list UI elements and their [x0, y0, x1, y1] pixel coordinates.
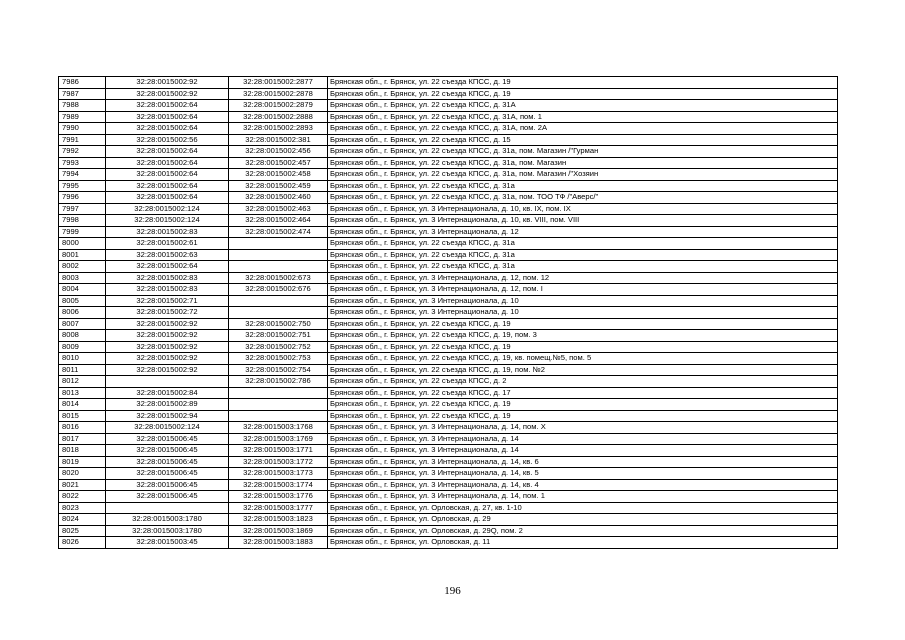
- row-number-cell: 7996: [59, 192, 106, 204]
- cadastral-number-cell: 32:28:0015002:474: [229, 226, 328, 238]
- row-number-cell: 8007: [59, 318, 106, 330]
- table-row: [59, 111, 838, 123]
- parent-cadastral-cell: 32:28:0015002:83: [106, 226, 229, 238]
- address-cell: Брянская обл., г. Брянск, ул. 22 съезда КПСС, д. 19: [328, 88, 838, 100]
- cadastral-number-cell: 32:28:0015002:673: [229, 272, 328, 284]
- address-cell: Брянская обл., г. Брянск, ул. 3 Интернационала, д. 10: [328, 295, 838, 307]
- address-cell: Брянская обл., г. Брянск, ул. 22 съезда КПСС, д. 19: [328, 341, 838, 353]
- parent-cadastral-cell: 32:28:0015002:64: [106, 123, 229, 135]
- cadastral-number-cell: 32:28:0015003:1772: [229, 456, 328, 468]
- table-row: [59, 479, 838, 491]
- address-cell: Брянская обл., г. Брянск, ул. 22 съезда КПСС, д. 19: [328, 410, 838, 422]
- row-number-cell: 8017: [59, 433, 106, 445]
- table-row: [59, 272, 838, 284]
- row-number-cell: 7988: [59, 100, 106, 112]
- address-cell: Брянская обл., г. Брянск, ул. 3 Интернационала, д. 14, кв. 4: [328, 479, 838, 491]
- row-number-cell: 8008: [59, 330, 106, 342]
- parent-cadastral-cell: 32:28:0015002:84: [106, 387, 229, 399]
- parent-cadastral-cell: 32:28:0015006:45: [106, 445, 229, 457]
- address-cell: Брянская обл., г. Брянск, ул. 3 Интернационала, д. 10, кв. VIII, пом. VIII: [328, 215, 838, 227]
- table-row: [59, 307, 838, 319]
- row-number-cell: 7995: [59, 180, 106, 192]
- parent-cadastral-cell: 32:28:0015003:45: [106, 537, 229, 549]
- table-row: [59, 77, 838, 89]
- row-number-cell: 8026: [59, 537, 106, 549]
- parent-cadastral-cell: 32:28:0015003:1780: [106, 514, 229, 526]
- parent-cadastral-cell: 32:28:0015002:124: [106, 203, 229, 215]
- address-cell: Брянская обл., г. Брянск, ул. 22 съезда КПСС, д. 31а: [328, 261, 838, 273]
- address-cell: Брянская обл., г. Брянск, ул. 3 Интернационала, д. 14, пом. 1: [328, 491, 838, 503]
- address-cell: Брянская обл., г. Брянск, ул. 3 Интернационала, д. 14: [328, 433, 838, 445]
- parent-cadastral-cell: 32:28:0015002:63: [106, 249, 229, 261]
- row-number-cell: 8018: [59, 445, 106, 457]
- parent-cadastral-cell: 32:28:0015002:92: [106, 318, 229, 330]
- address-cell: Брянская обл., г. Брянск, ул. 3 Интернационала, д. 14, кв. 6: [328, 456, 838, 468]
- parent-cadastral-cell: 32:28:0015002:64: [106, 157, 229, 169]
- table-row: [59, 525, 838, 537]
- parent-cadastral-cell: 32:28:0015002:94: [106, 410, 229, 422]
- row-number-cell: 8025: [59, 525, 106, 537]
- table-row: [59, 157, 838, 169]
- address-cell: Брянская обл., г. Брянск, ул. 22 съезда КПСС, д. 31а, пом. Магазин /"Хозяин: [328, 169, 838, 181]
- table-row: [59, 284, 838, 296]
- table-row: [59, 364, 838, 376]
- parent-cadastral-cell: 32:28:0015006:45: [106, 491, 229, 503]
- parent-cadastral-cell: 32:28:0015006:45: [106, 468, 229, 480]
- address-cell: Брянская обл., г. Брянск, ул. 3 Интернационала, д. 12: [328, 226, 838, 238]
- address-cell: Брянская обл., г. Брянск, ул. 22 съезда КПСС, д. 19: [328, 318, 838, 330]
- parent-cadastral-cell: 32:28:0015002:72: [106, 307, 229, 319]
- parent-cadastral-cell: 32:28:0015002:56: [106, 134, 229, 146]
- row-number-cell: 7994: [59, 169, 106, 181]
- parent-cadastral-cell: 32:28:0015002:64: [106, 146, 229, 158]
- address-cell: Брянская обл., г. Брянск, ул. 22 съезда КПСС, д. 31а, пом. Магазин /"Гурман: [328, 146, 838, 158]
- table-row: [59, 456, 838, 468]
- cadastral-number-cell: 32:28:0015003:1771: [229, 445, 328, 457]
- row-number-cell: 8005: [59, 295, 106, 307]
- address-cell: Брянская обл., г. Брянск, ул. 22 съезда КПСС, д. 19: [328, 77, 838, 89]
- row-number-cell: 8001: [59, 249, 106, 261]
- table-row: [59, 226, 838, 238]
- table-row: [59, 192, 838, 204]
- parent-cadastral-cell: 32:28:0015002:83: [106, 272, 229, 284]
- address-cell: Брянская обл., г. Брянск, ул. 3 Интернационала, д. 14, кв. 5: [328, 468, 838, 480]
- address-cell: Брянская обл., г. Брянск, ул. 22 съезда КПСС, д. 17: [328, 387, 838, 399]
- cadastral-number-cell: 32:28:0015003:1776: [229, 491, 328, 503]
- row-number-cell: 7999: [59, 226, 106, 238]
- row-number-cell: 8000: [59, 238, 106, 250]
- table-row: [59, 134, 838, 146]
- parent-cadastral-cell: 32:28:0015002:64: [106, 180, 229, 192]
- parent-cadastral-cell: 32:28:0015006:45: [106, 433, 229, 445]
- address-cell: Брянская обл., г. Брянск, ул. 3 Интернационала, д. 12, пом. I: [328, 284, 838, 296]
- row-number-cell: 7992: [59, 146, 106, 158]
- cadastral-number-cell: 32:28:0015002:2879: [229, 100, 328, 112]
- row-number-cell: 8009: [59, 341, 106, 353]
- address-cell: Брянская обл., г. Брянск, ул. 22 съезда КПСС, д. 31а, пом. Магазин: [328, 157, 838, 169]
- parent-cadastral-cell: 32:28:0015002:92: [106, 330, 229, 342]
- cadastral-number-cell: 32:28:0015003:1777: [229, 502, 328, 514]
- address-cell: Брянская обл., г. Брянск, ул. Орловская, д. 29: [328, 514, 838, 526]
- cadastral-number-cell: [229, 307, 328, 319]
- row-number-cell: 8020: [59, 468, 106, 480]
- row-number-cell: 8023: [59, 502, 106, 514]
- parent-cadastral-cell: 32:28:0015002:64: [106, 192, 229, 204]
- table-row: [59, 100, 838, 112]
- parent-cadastral-cell: 32:28:0015002:92: [106, 341, 229, 353]
- parent-cadastral-cell: 32:28:0015002:92: [106, 88, 229, 100]
- parent-cadastral-cell: 32:28:0015006:45: [106, 479, 229, 491]
- cadastral-number-cell: 32:28:0015002:2888: [229, 111, 328, 123]
- cadastral-number-cell: 32:28:0015002:751: [229, 330, 328, 342]
- table-row: [59, 123, 838, 135]
- table-row: [59, 491, 838, 503]
- cadastral-number-cell: 32:28:0015003:1869: [229, 525, 328, 537]
- cadastral-number-cell: 32:28:0015002:463: [229, 203, 328, 215]
- cadastral-number-cell: 32:28:0015003:1823: [229, 514, 328, 526]
- table-row: [59, 514, 838, 526]
- page-number: 196: [444, 585, 461, 597]
- address-cell: Брянская обл., г. Брянск, ул. Орловская, д. 29Q, пом. 2: [328, 525, 838, 537]
- address-cell: Брянская обл., г. Брянск, ул. 3 Интернационала, д. 10, кв. IX, пом. IX: [328, 203, 838, 215]
- table-row: [59, 261, 838, 273]
- table-row: [59, 180, 838, 192]
- parent-cadastral-cell: 32:28:0015003:1780: [106, 525, 229, 537]
- cadastral-number-cell: [229, 249, 328, 261]
- row-number-cell: 8021: [59, 479, 106, 491]
- parent-cadastral-cell: 32:28:0015006:45: [106, 456, 229, 468]
- cadastral-number-cell: [229, 261, 328, 273]
- address-cell: Брянская обл., г. Брянск, ул. 22 съезда КПСС, д. 31А: [328, 100, 838, 112]
- cadastral-number-cell: [229, 295, 328, 307]
- row-number-cell: 8012: [59, 376, 106, 388]
- cadastral-number-cell: 32:28:0015002:750: [229, 318, 328, 330]
- parent-cadastral-cell: 32:28:0015002:124: [106, 422, 229, 434]
- parent-cadastral-cell: 32:28:0015002:92: [106, 364, 229, 376]
- cadastral-number-cell: 32:28:0015002:457: [229, 157, 328, 169]
- table-row: [59, 422, 838, 434]
- address-cell: Брянская обл., г. Брянск, ул. 22 съезда КПСС, д. 31а: [328, 238, 838, 250]
- table-row: [59, 502, 838, 514]
- cadastral-number-cell: 32:28:0015002:2877: [229, 77, 328, 89]
- parent-cadastral-cell: [106, 502, 229, 514]
- cadastral-number-cell: 32:28:0015002:752: [229, 341, 328, 353]
- table-row: [59, 238, 838, 250]
- table-row: [59, 410, 838, 422]
- address-cell: Брянская обл., г. Брянск, ул. 22 съезда КПСС, д. 19, пом. №2: [328, 364, 838, 376]
- cadastral-number-cell: 32:28:0015003:1774: [229, 479, 328, 491]
- cadastral-number-cell: 32:28:0015002:754: [229, 364, 328, 376]
- row-number-cell: 8003: [59, 272, 106, 284]
- table-row: [59, 387, 838, 399]
- address-cell: Брянская обл., г. Брянск, ул. 22 съезда КПСС, д. 15: [328, 134, 838, 146]
- parent-cadastral-cell: 32:28:0015002:64: [106, 100, 229, 112]
- address-cell: Брянская обл., г. Брянск, ул. 22 съезда КПСС, д. 31а: [328, 249, 838, 261]
- table-row: [59, 249, 838, 261]
- parent-cadastral-cell: 32:28:0015002:83: [106, 284, 229, 296]
- table-row: [59, 295, 838, 307]
- address-cell: Брянская обл., г. Брянск, ул. 22 съезда КПСС, д. 19, кв. помещ.№5, пом. 5: [328, 353, 838, 365]
- row-number-cell: 8004: [59, 284, 106, 296]
- row-number-cell: 7989: [59, 111, 106, 123]
- address-cell: Брянская обл., г. Брянск, ул. Орловская, д. 27, кв. 1-10: [328, 502, 838, 514]
- row-number-cell: 7993: [59, 157, 106, 169]
- parent-cadastral-cell: 32:28:0015002:64: [106, 261, 229, 273]
- table-row: [59, 330, 838, 342]
- table-row: [59, 341, 838, 353]
- cadastral-number-cell: 32:28:0015002:458: [229, 169, 328, 181]
- row-number-cell: 8010: [59, 353, 106, 365]
- cadastral-registry-table: [58, 76, 838, 549]
- address-cell: Брянская обл., г. Брянск, ул. 22 съезда КПСС, д. 19: [328, 399, 838, 411]
- row-number-cell: 8019: [59, 456, 106, 468]
- cadastral-number-cell: 32:28:0015002:2878: [229, 88, 328, 100]
- cadastral-number-cell: [229, 387, 328, 399]
- parent-cadastral-cell: 32:28:0015002:92: [106, 353, 229, 365]
- address-cell: Брянская обл., г. Брянск, ул. 3 Интернационала, д. 14: [328, 445, 838, 457]
- cadastral-number-cell: 32:28:0015002:456: [229, 146, 328, 158]
- cadastral-number-cell: 32:28:0015002:459: [229, 180, 328, 192]
- address-cell: Брянская обл., г. Брянск, ул. 22 съезда КПСС, д. 31а, пом. ТОО ТФ /"Аверс/": [328, 192, 838, 204]
- row-number-cell: 7991: [59, 134, 106, 146]
- parent-cadastral-cell: [106, 376, 229, 388]
- parent-cadastral-cell: 32:28:0015002:64: [106, 169, 229, 181]
- table-row: [59, 376, 838, 388]
- address-cell: Брянская обл., г. Брянск, ул. 22 съезда КПСС, д. 31А, пом. 1: [328, 111, 838, 123]
- cadastral-number-cell: 32:28:0015003:1883: [229, 537, 328, 549]
- row-number-cell: 7990: [59, 123, 106, 135]
- cadastral-number-cell: 32:28:0015002:676: [229, 284, 328, 296]
- table-row: [59, 433, 838, 445]
- row-number-cell: 8022: [59, 491, 106, 503]
- cadastral-number-cell: 32:28:0015002:381: [229, 134, 328, 146]
- address-cell: Брянская обл., г. Брянск, ул. 22 съезда КПСС, д. 19, пом. 3: [328, 330, 838, 342]
- row-number-cell: 8013: [59, 387, 106, 399]
- parent-cadastral-cell: 32:28:0015002:124: [106, 215, 229, 227]
- cadastral-number-cell: 32:28:0015002:464: [229, 215, 328, 227]
- row-number-cell: 8006: [59, 307, 106, 319]
- parent-cadastral-cell: 32:28:0015002:89: [106, 399, 229, 411]
- address-cell: Брянская обл., г. Брянск, ул. 22 съезда КПСС, д. 31А, пом. 2А: [328, 123, 838, 135]
- table-row: [59, 146, 838, 158]
- table-row: [59, 169, 838, 181]
- row-number-cell: 7998: [59, 215, 106, 227]
- row-number-cell: 8024: [59, 514, 106, 526]
- parent-cadastral-cell: 32:28:0015002:92: [106, 77, 229, 89]
- cadastral-number-cell: [229, 238, 328, 250]
- table-row: [59, 353, 838, 365]
- table-row: [59, 537, 838, 549]
- row-number-cell: 7986: [59, 77, 106, 89]
- parent-cadastral-cell: 32:28:0015002:71: [106, 295, 229, 307]
- address-cell: Брянская обл., г. Брянск, ул. 3 Интернационала, д. 14, пом. X: [328, 422, 838, 434]
- address-cell: Брянская обл., г. Брянск, ул. 3 Интернационала, д. 10: [328, 307, 838, 319]
- address-cell: Брянская обл., г. Брянск, ул. Орловская, д. 11: [328, 537, 838, 549]
- row-number-cell: 8016: [59, 422, 106, 434]
- cadastral-number-cell: 32:28:0015003:1773: [229, 468, 328, 480]
- cadastral-number-cell: 32:28:0015003:1768: [229, 422, 328, 434]
- parent-cadastral-cell: 32:28:0015002:64: [106, 111, 229, 123]
- address-cell: Брянская обл., г. Брянск, ул. 22 съезда КПСС, д. 31а: [328, 180, 838, 192]
- table-row: [59, 318, 838, 330]
- registry-table-body: [59, 77, 838, 549]
- table-row: [59, 215, 838, 227]
- cadastral-number-cell: 32:28:0015002:753: [229, 353, 328, 365]
- row-number-cell: 8014: [59, 399, 106, 411]
- table-row: [59, 468, 838, 480]
- parent-cadastral-cell: 32:28:0015002:61: [106, 238, 229, 250]
- table-row: [59, 203, 838, 215]
- cadastral-number-cell: 32:28:0015002:786: [229, 376, 328, 388]
- row-number-cell: 8015: [59, 410, 106, 422]
- table-row: [59, 88, 838, 100]
- address-cell: Брянская обл., г. Брянск, ул. 22 съезда КПСС, д. 2: [328, 376, 838, 388]
- cadastral-number-cell: 32:28:0015003:1769: [229, 433, 328, 445]
- row-number-cell: 7997: [59, 203, 106, 215]
- row-number-cell: 8011: [59, 364, 106, 376]
- cadastral-number-cell: [229, 399, 328, 411]
- cadastral-number-cell: [229, 410, 328, 422]
- table-row: [59, 399, 838, 411]
- cadastral-number-cell: 32:28:0015002:2893: [229, 123, 328, 135]
- table-row: [59, 445, 838, 457]
- registry-sheet: [58, 76, 838, 549]
- address-cell: Брянская обл., г. Брянск, ул. 3 Интернационала, д. 12, пом. 12: [328, 272, 838, 284]
- row-number-cell: 7987: [59, 88, 106, 100]
- cadastral-number-cell: 32:28:0015002:460: [229, 192, 328, 204]
- row-number-cell: 8002: [59, 261, 106, 273]
